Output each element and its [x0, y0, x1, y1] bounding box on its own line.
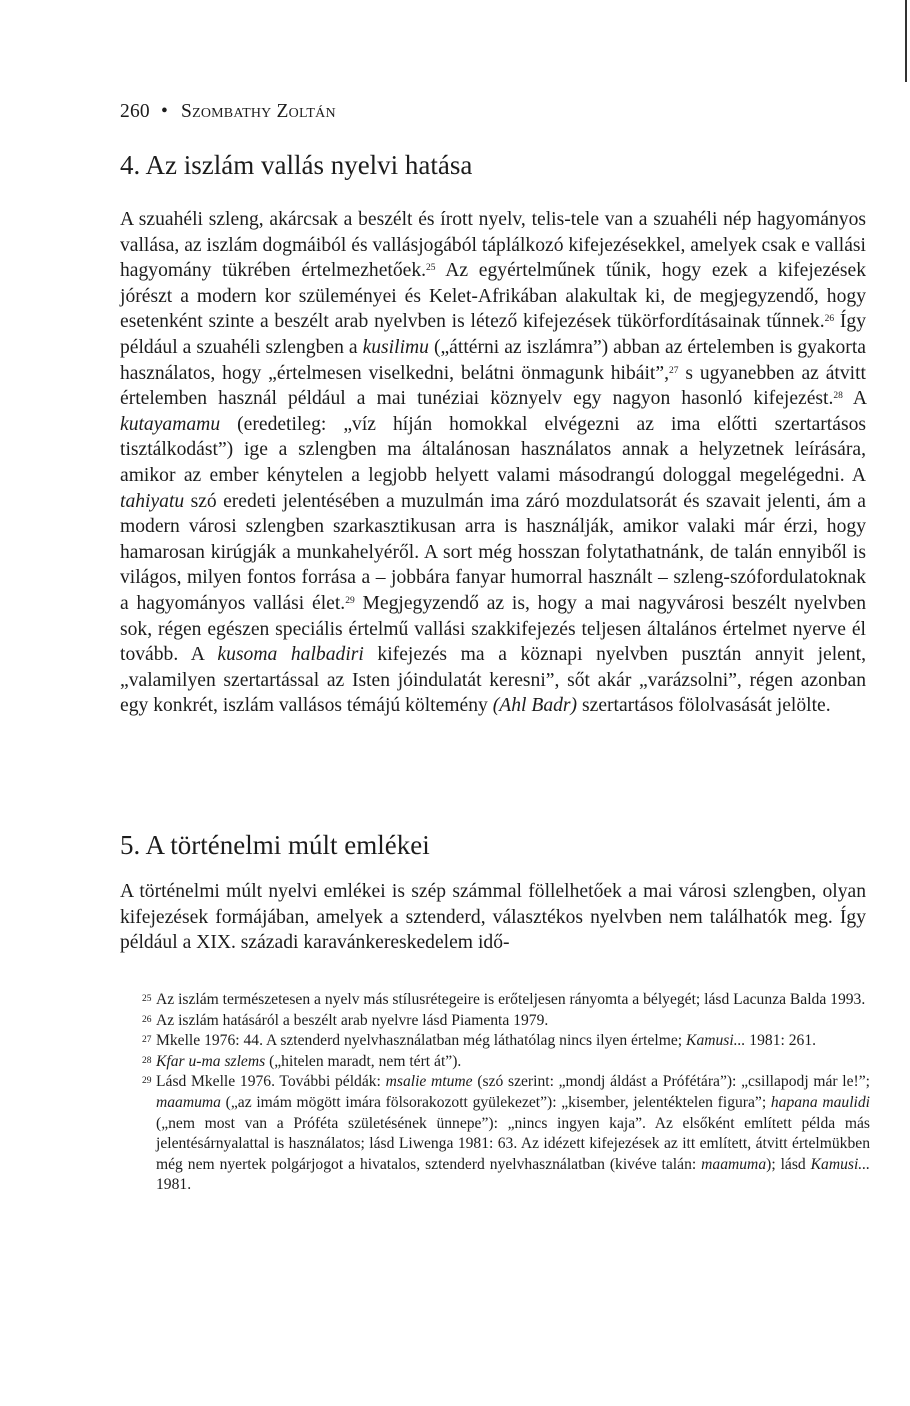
footnote-ref: 29 [345, 595, 355, 606]
footnote-number: 26 [142, 1014, 152, 1025]
text-run: („nem most van a Próféta születésének ünnepe”): „nincs ingyen kaja”. Az elsőként említett példa más jelentésárnyalattal is használatos; lásd Liwenga 1981: 63. Az idézett kifejezések az itt említett, átvitt értelmükben még nem nyertek polgárjogot a hivatalos, sztenderd nyelvhasználatban (kivéve talán: [156, 1114, 870, 1173]
text-run: A szuahéli szleng, akárcsak a beszélt és írott nyelv, telis-tele van a szuahéli nép hagyományos vallása, az iszlám dogmáiból és vallásjogából táplálkozó kifejezésekkel, amelyek csak e vallási hagyomány tükrében értelmezhetőek. [120, 209, 866, 282]
text-run: Így például a szuahéli szlengben a [120, 311, 866, 358]
footnote-ref: 26 [824, 314, 835, 325]
italic-term: Kamusi... [810, 1155, 870, 1173]
italic-term: kutayamamu [120, 413, 221, 435]
text-run: („az imám mögött imára fölsorakozott gyülekezet”): „kisember, jelentéktelen figura”; [220, 1093, 771, 1111]
section-title-4: 4. Az iszlám vallás nyelvi hatása [120, 150, 473, 180]
text-run: A történelmi múlt nyelvi emlékei is szép számmal föllelhetőek a mai városi szlengben, olyan kifejezések formájában, amelyek a sztenderd, választékos nyelvben nem találhatók meg. Így például a XIX. századi karavánkereskedelem idő- [120, 881, 866, 954]
footnote [120, 1052, 870, 1073]
italic-term: Kamusi... [686, 1032, 746, 1050]
author-name: Szombathy Zoltán [181, 101, 336, 122]
footnote-number: 27 [142, 1035, 152, 1046]
italic-term: kusoma halbadiri [217, 644, 364, 666]
footnote-ref: 25 [426, 263, 436, 274]
italic-term: maamuma [701, 1155, 767, 1173]
footnote-number: 28 [142, 1055, 152, 1066]
text-run: („hitelen maradt, nem tért át”). [265, 1052, 462, 1070]
text-run: kifejezés ma a köznapi nyelvben pusztán annyit jelent, „valamilyen szertartással az Isten jóindulatát keresni”, sőt akár „varázsolni”, régen azonban egy konkrét, iszlám vallásos témájú költemény [120, 644, 866, 717]
italic-term: Kfar u-ma szlems [156, 1052, 266, 1070]
text-run: Mkelle 1976: 44. A sztenderd nyelvhasználatban még láthatólag nincs ilyen értelme; [156, 1032, 687, 1050]
text-run: A [842, 388, 866, 410]
text-run: Az iszlám természetesen a nyelv más stílusrétegeire is erőteljesen rányomta a bélyegét; lásd Lacunza Balda 1993. [156, 991, 866, 1008]
italic-term: msalie mtume [385, 1073, 473, 1091]
text-run: 1981. [156, 1176, 192, 1194]
text-run: Lásd Mkelle 1976. További példák: [156, 1073, 386, 1091]
text-run: Megjegyzendő az is, hogy a mai nagyvárosi beszélt nyelvben sok, régen egészen speciális értelmű vallási szakkifejezés teljesen általános értelmet nyerve él tovább. A [120, 592, 867, 666]
text-run: szertartásos fölolvasását jelölte. [577, 695, 831, 717]
scan-edge-line [905, 0, 907, 82]
bullet-separator: • [160, 101, 168, 122]
italic-term: maamuma [156, 1093, 221, 1111]
footnote [120, 1072, 870, 1196]
footnote [120, 990, 870, 1011]
italic-term: tahiyatu [120, 490, 185, 512]
text-run: Az egyértelműnek tűnik, hogy ezek a kifejezések jórészt a modern kor szüleményei és Kelet-Afrikában alakultak ki, de megjegyzendő, hogy esetenként szinte a beszélt arab nyelvben is létező kifejezések tükörfordításainak tűnnek. [120, 260, 867, 333]
text-run: 1981: 261. [745, 1032, 817, 1050]
section-5-paragraph [120, 879, 866, 956]
footnote-number: 29 [142, 1076, 152, 1087]
italic-term: kusilimu [362, 336, 429, 358]
text-run: (eredetileg: „víz híján homokkal elvégezni az ima előtti szertartásos tisztálkodást”) ige a szlengben ma általánosan használatos annak a helyzetnek leírására, amikor az ember kénytelen a legjobb helyett valami másodrangú dologgal megelégedni. A [120, 413, 866, 486]
footnotes [120, 990, 870, 1196]
page-number: 260 [120, 101, 150, 122]
footnote-ref: 27 [668, 365, 679, 376]
text-run: ); lásd [766, 1155, 811, 1173]
text-run: („áttérni az iszlámra”) abban az értelemben is gyakorta használatos, hogy „értelmesen viselkedni, belátni önmagunk hibáit”, [120, 336, 866, 384]
italic-term: hapana maulidi [770, 1093, 870, 1111]
italic-term: (Ahl Badr) [492, 695, 578, 717]
text-run: szó eredeti jelentésében a muzulmán ima záró mozdulatsorát és szavait jelenti, ám a modern városi szlengben szarkasztikusan arra is használják, amikor valaki már érzi, hogy hamarosan kirúgják a munkahelyéről. A sort még hosszan folytathatnánk, de talán ennyiből is világos, milyen fontos forrása a – jobbára fanyar humorral használt – szleng-szófordulatoknak a hagyományos vallási élet. [120, 490, 866, 614]
footnote-ref: 28 [833, 391, 843, 402]
text-run: Az iszlám hatásáról a beszélt arab nyelvre lásd Piamenta 1979. [156, 1011, 549, 1029]
running-head [120, 101, 336, 123]
footnote [120, 1031, 870, 1052]
text-run: s ugyanebben az átvitt értelemben használ például a mai tunéziai köznyelv egy nagyon hasonló kifejezést. [120, 362, 866, 410]
footnote [120, 1011, 870, 1032]
footnote-number: 25 [142, 994, 152, 1004]
text-run: (szó szerint: „mondj áldást a Prófétára”): „csillapodj már le!”; [472, 1073, 871, 1091]
section-title-5: 5. A történelmi múlt emlékei [120, 830, 430, 860]
section-4-paragraph [120, 207, 866, 719]
